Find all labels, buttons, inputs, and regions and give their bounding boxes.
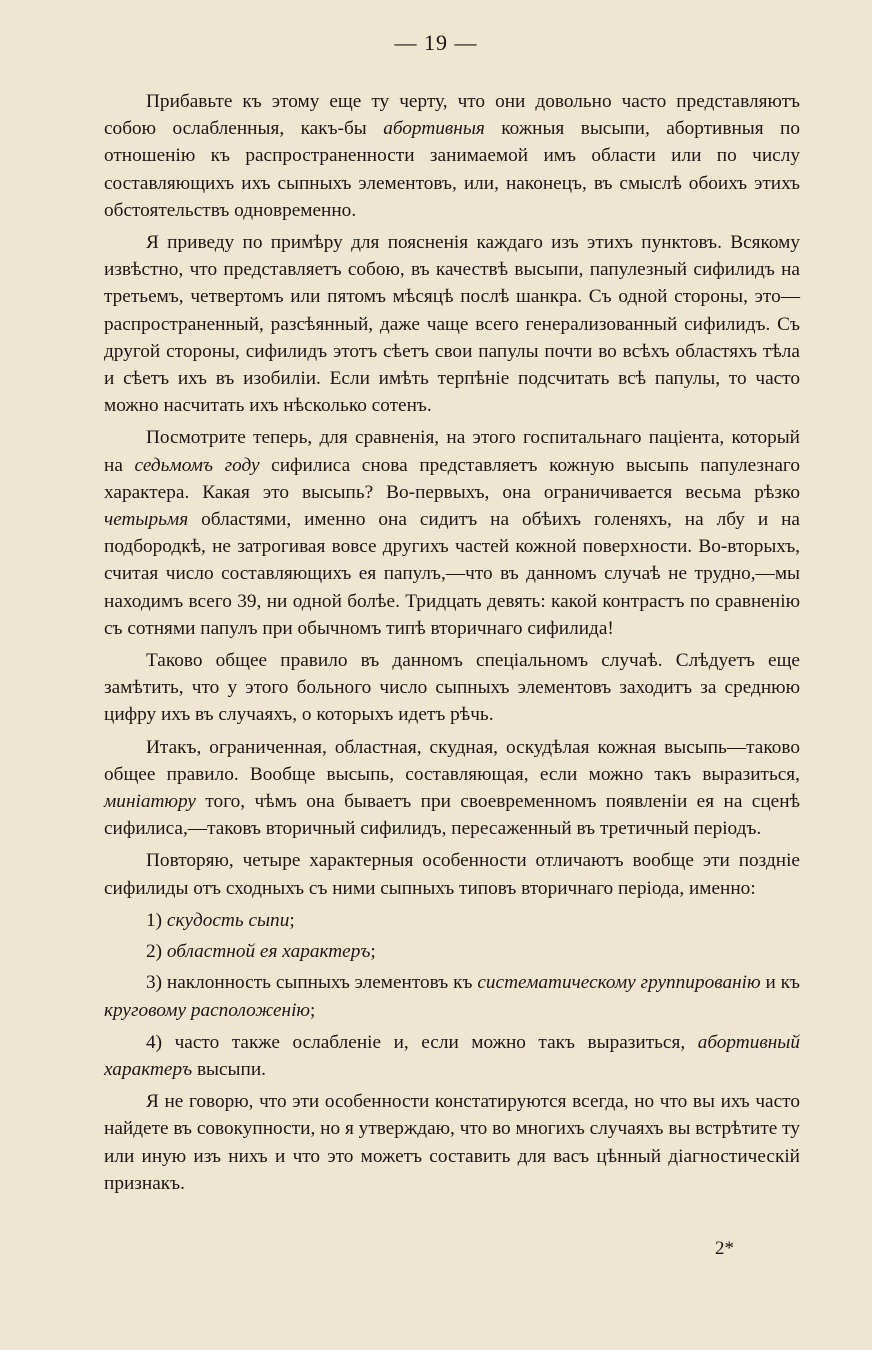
italic-emphasis: скудость сыпи	[166, 909, 290, 931]
paragraph: Посмотрите теперь, для сравненія, на этого госпитальнаго паціента, который на седьмомъ году сифилиса снова представляетъ кожную высыпь папулезнаго характера. Какая это высыпь? Во-первыхъ, она ограничивается весьма рѣзко четырьмя областями, именно она сидитъ на обѣихъ голеняхъ, на лбу и на подбородкѣ, не затрогивая вовсе другихъ частей кожной поверхности. Во-вторыхъ, считая число составляющихъ ея папулъ,—что въ данномъ случаѣ не трудно,—мы находимъ всего 39, ни одной болѣе. Тридцать девять: какой контрастъ по сравненію съ сотнями папулъ при обычномъ типѣ вторичнаго сифилида!	[104, 427, 800, 639]
page-number: — 19 —	[394, 30, 478, 55]
page-body	[104, 88, 800, 1197]
signature-mark: 2*	[715, 1238, 734, 1259]
list-item: 4) часто также ослабленіе и, если можно такъ выразиться, абортивный характеръ высыпи.	[104, 1031, 800, 1080]
list-item: 2) областной ея характеръ;	[146, 941, 376, 963]
paragraph: Я приведу по примѣру для поясненія каждаго изъ этихъ пунктовъ. Всякому извѣстно, что представляетъ собою, въ качествѣ высыпи, папулезный сифилидъ на третьемъ, четвертомъ или пятомъ мѣсяцѣ послѣ шанкра. Съ одной стороны, это—распространенный, разсѣянный, даже чаще всего генерализованный сифилидъ. Съ другой стороны, сифилидъ этотъ сѣетъ свои папулы почти во всѣхъ областяхъ тѣла и сѣетъ ихъ въ изобиліи. Если имѣть терпѣніе подсчитать всѣ папулы, то часто можно насчитать ихъ нѣсколько сотенъ.	[104, 232, 800, 417]
italic-emphasis: четырьмя	[104, 509, 189, 531]
paragraph: Таково общее правило въ данномъ спеціальномъ случаѣ. Слѣдуетъ еще замѣтить, что у этого больного число сыпныхъ элементовъ заходитъ за среднюю цифру ихъ въ случаяхъ, о которыхъ идетъ рѣчь.	[104, 650, 800, 726]
paragraph: Итакъ, ограниченная, областная, скудная, оскудѣлая кожная высыпь—таково общее правило. Вообще высыпь, составляющая, если можно такъ выразиться, миніатюру того, чѣмъ она бываетъ при своевременномъ появленіи ея на сценѣ сифилиса,—таковъ вторичный сифилидъ, пересаженный въ третичный періодъ.	[104, 736, 800, 840]
italic-emphasis: круговому расположенію	[104, 999, 311, 1021]
list-item: 3) наклонность сыпныхъ элементовъ къ систематическому группированію и къ круговому расположенію;	[104, 972, 800, 1021]
italic-emphasis: систематическому группированію	[477, 972, 761, 994]
closing-paragraph: Я не говорю, что эти особенности констатируются всегда, но что вы ихъ часто найдете въ совокупности, но я утверждаю, что во многихъ случаяхъ вы встрѣтите ту или иную изъ нихъ и что это можетъ составить для васъ цѣнный діагностическій признакъ.	[104, 1091, 800, 1194]
italic-emphasis: седьмомъ году	[134, 454, 260, 476]
list-item: 1) скудость сыпи;	[146, 909, 295, 931]
italic-emphasis: абортивный характеръ	[104, 1031, 800, 1080]
paragraph: Повторяю, четыре характерныя особенности отличаютъ вообще эти позднiе сифилиды отъ сходныхъ съ ними сыпныхъ типовъ вторичнаго періода, именно:	[104, 850, 800, 899]
italic-emphasis: областной ея характеръ	[166, 941, 371, 963]
italic-emphasis: абортивныя	[383, 118, 485, 140]
italic-emphasis: миніатюру	[104, 791, 196, 813]
paragraph: Прибавьте къ этому еще ту черту, что они довольно часто представляютъ собою ослабленныя, какъ-бы абортивныя кожныя высыпи, абортивныя по отношенію къ распространенности занимаемой имъ области или по числу составляющихъ ихъ сыпныхъ элементовъ, или, наконецъ, въ смыслѣ обоихъ этихъ обстоятельствъ одновременно.	[104, 91, 801, 221]
